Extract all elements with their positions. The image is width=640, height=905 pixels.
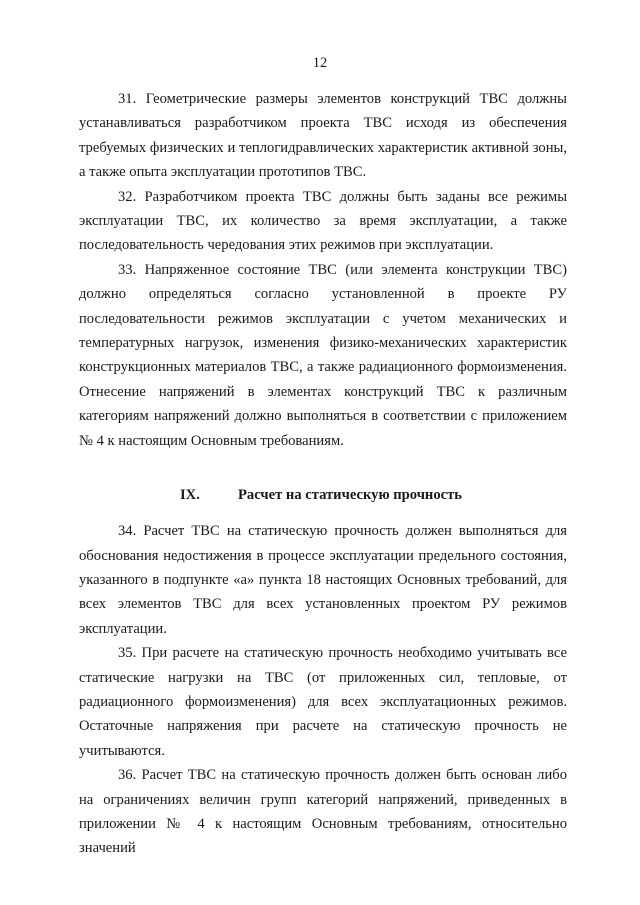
paragraph-31: 31. Геометрические размеры элементов конструкций ТВС должны устанавливаться разработчиком проекта ТВС исходя из обеспечения требуемых физических и теплогидравлических характеристик активной зоны, а также опыта эксплуатации прототипов ТВС.	[79, 91, 567, 181]
page-number: 12	[312, 55, 328, 71]
paragraph-33: 33. Напряженное состояние ТВС (или элемента конструкции ТВС) должно определяться согласно установленной в проекте РУ последовательности режимов эксплуатации с учетом механических и температурных нагрузок, изменения физико-механических характеристик конструкционных материалов ТВС, а также радиационного формоизменения. Отнесение напряжений в элементах конструкций ТВС к различным категориям напряжений должно выполняться в соответствии с приложением № 4 к настоящим Основным требованиям.	[79, 261, 567, 449]
paragraph-34: 34. Расчет ТВС на статическую прочность должен выполняться для обоснования недостижения в процессе эксплуатации предельного состояния, указанного в подпункте «а» пункта 18 настоящих Основных требований, для всех элементов ТВС для всех установленных проектом РУ режимов эксплуатации.	[79, 523, 567, 637]
paragraph-35: 35. При расчете на статическую прочность необходимо учитывать все статические нагрузки на ТВС (от приложенных сил, тепловые, от радиационного формоизменения) для всех эксплуатационных режимов. Остаточные напряжения при расчете на статическую прочность не учитываются.	[79, 645, 567, 759]
section-number: IX.	[180, 487, 200, 504]
section-title: Расчет на статическую прочность	[238, 487, 463, 504]
paragraph-32: 32. Разработчиком проекта ТВС должны быть заданы все режимы эксплуатации ТВС, их количество за время эксплуатации, а также последовательность чередования этих режимов при эксплуатации.	[79, 188, 567, 254]
document-body	[79, 87, 567, 861]
paragraph-36: 36. Расчет ТВС на статическую прочность должен быть основан либо на ограничениях величин групп категорий напряжений, приведенных в приложении № 4 к настоящим Основным требованиям, относительно значений	[79, 767, 567, 857]
section-heading	[79, 483, 567, 507]
